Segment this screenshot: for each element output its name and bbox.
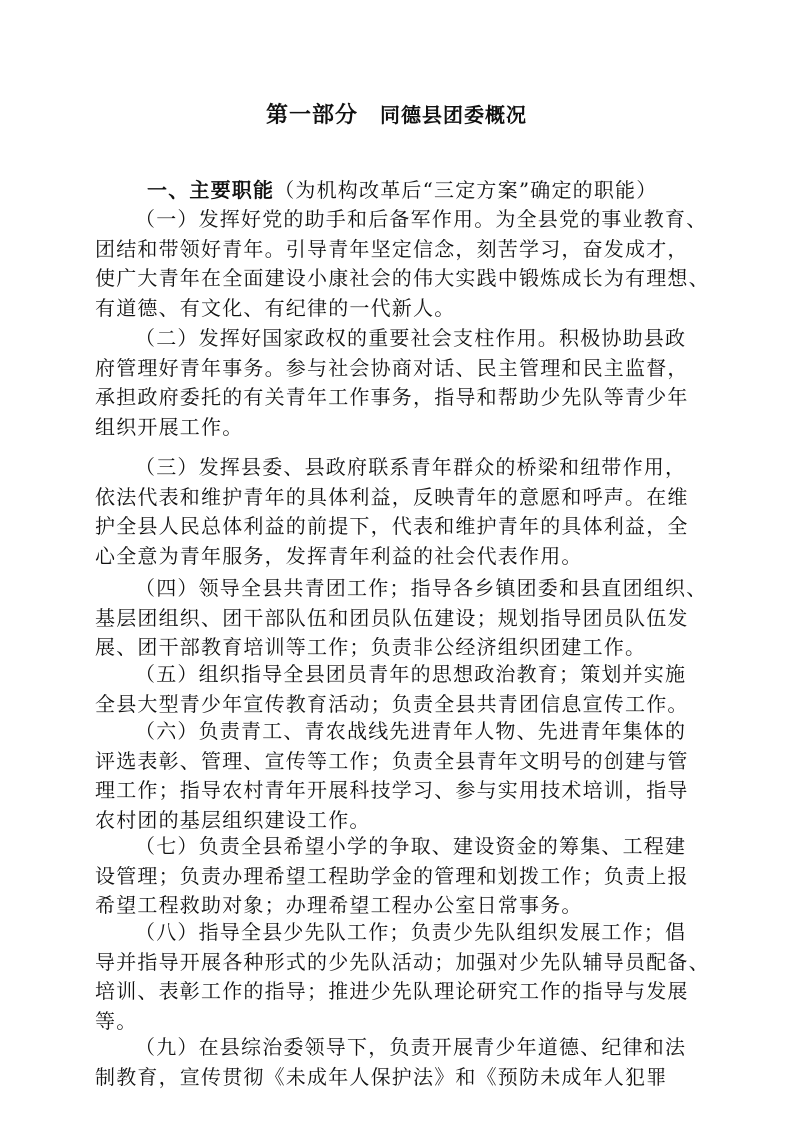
text-line: 基层团组织、团干部队伍和团员队伍建设；规划指导团员队伍发	[95, 605, 689, 630]
paragraph-5	[95, 660, 715, 719]
text-line: 有道德、有文化、有纪律的一代新人。	[95, 295, 456, 320]
section-heading-main: 一、主要职能	[147, 178, 275, 202]
text-line: 承担政府委托的有关青年工作事务，指导和帮助少先队等青少年	[95, 385, 689, 409]
text-line: 护全县人民总体利益的前提下，代表和维护青年的具体利益，全	[95, 514, 689, 538]
text-line: （三）发挥县委、县政府联系青年群众的桥梁和纽带作用，	[135, 455, 687, 479]
text-line: 培训、表彰工作的指导；推进少先队理论研究工作的指导与发展	[95, 979, 689, 1003]
paragraph-6	[95, 717, 715, 835]
title-name: 同德县团委概况	[380, 103, 527, 127]
paragraph-7	[95, 832, 715, 921]
text-line: 制教育，宣传贯彻《未成年人保护法》和《预防未成年人犯罪	[95, 1064, 668, 1089]
text-line: 设管理；负责办理希望工程助学金的管理和划拨工作；负责上报	[95, 863, 689, 888]
text-line: 使广大青年在全面建设小康社会的伟大实践中锻炼成长为有理想、	[95, 266, 710, 290]
text-line: 希望工程救助对象；办理希望工程办公室日常事务。	[95, 893, 583, 917]
page-title	[0, 98, 793, 129]
title-part: 第一部分	[265, 103, 358, 128]
paragraph-4	[95, 574, 715, 663]
text-line: 评选表彰、管理、宣传等工作；负责全县青年文明号的创建与管	[95, 748, 689, 773]
text-line: 心全意为青年服务，发挥青年利益的社会代表作用。	[95, 543, 583, 568]
text-line: 理工作；指导农村青年开展科技学习、参与实用技术培训，指导	[95, 778, 689, 802]
paragraph-9	[95, 1033, 715, 1092]
text-line: 团结和带领好青年。引导青年坚定信念，刻苦学习，奋发成才，	[95, 236, 689, 261]
paragraph-8	[95, 918, 715, 1036]
text-line: （五）组织指导全县团员青年的思想政治教育；策划并实施	[135, 662, 687, 686]
text-line: 展、团干部教育培训等工作；负责非公经济组织团建工作。	[95, 635, 647, 659]
text-line: （二）发挥好国家政权的重要社会支柱作用。积极协助县政	[135, 326, 687, 350]
text-line: （九）在县综治委领导下，负责开展青少年道德、纪律和法	[135, 1035, 687, 1059]
section-heading	[95, 176, 715, 206]
text-line: 府管理好青年事务。参与社会协商对话、民主管理和民主监督，	[95, 355, 689, 380]
text-line: （七）负责全县希望小学的争取、建设资金的筹集、工程建	[135, 834, 687, 858]
text-line: 全县大型青少年宣传教育活动；负责全县共青团信息宣传工作。	[95, 691, 689, 716]
paragraph-2	[95, 324, 715, 442]
text-line: （八）指导全县少先队工作；负责少先队组织发展工作；倡	[135, 920, 687, 944]
text-line: 等。	[95, 1008, 138, 1033]
text-line: （六）负责青工、青农战线先进青年人物、先进青年集体的	[135, 719, 687, 743]
text-line: 组织开展工作。	[95, 414, 244, 439]
paragraph-1	[95, 205, 715, 323]
section-heading-note: （为机构改革后“三定方案”确定的职能）	[274, 178, 658, 202]
text-line: （四）领导全县共青团工作；指导各乡镇团委和县直团组织、	[135, 576, 708, 600]
text-line: （一）发挥好党的助手和后备军作用。为全县党的事业教育、	[135, 207, 708, 231]
text-line: 依法代表和维护青年的具体利益，反映青年的意愿和呼声。在维	[95, 484, 689, 509]
paragraph-3	[95, 453, 715, 571]
text-line: 农村团的基层组织建设工作。	[95, 807, 371, 832]
text-line: 导并指导开展各种形式的少先队活动；加强对少先队辅导员配备、	[95, 949, 710, 974]
